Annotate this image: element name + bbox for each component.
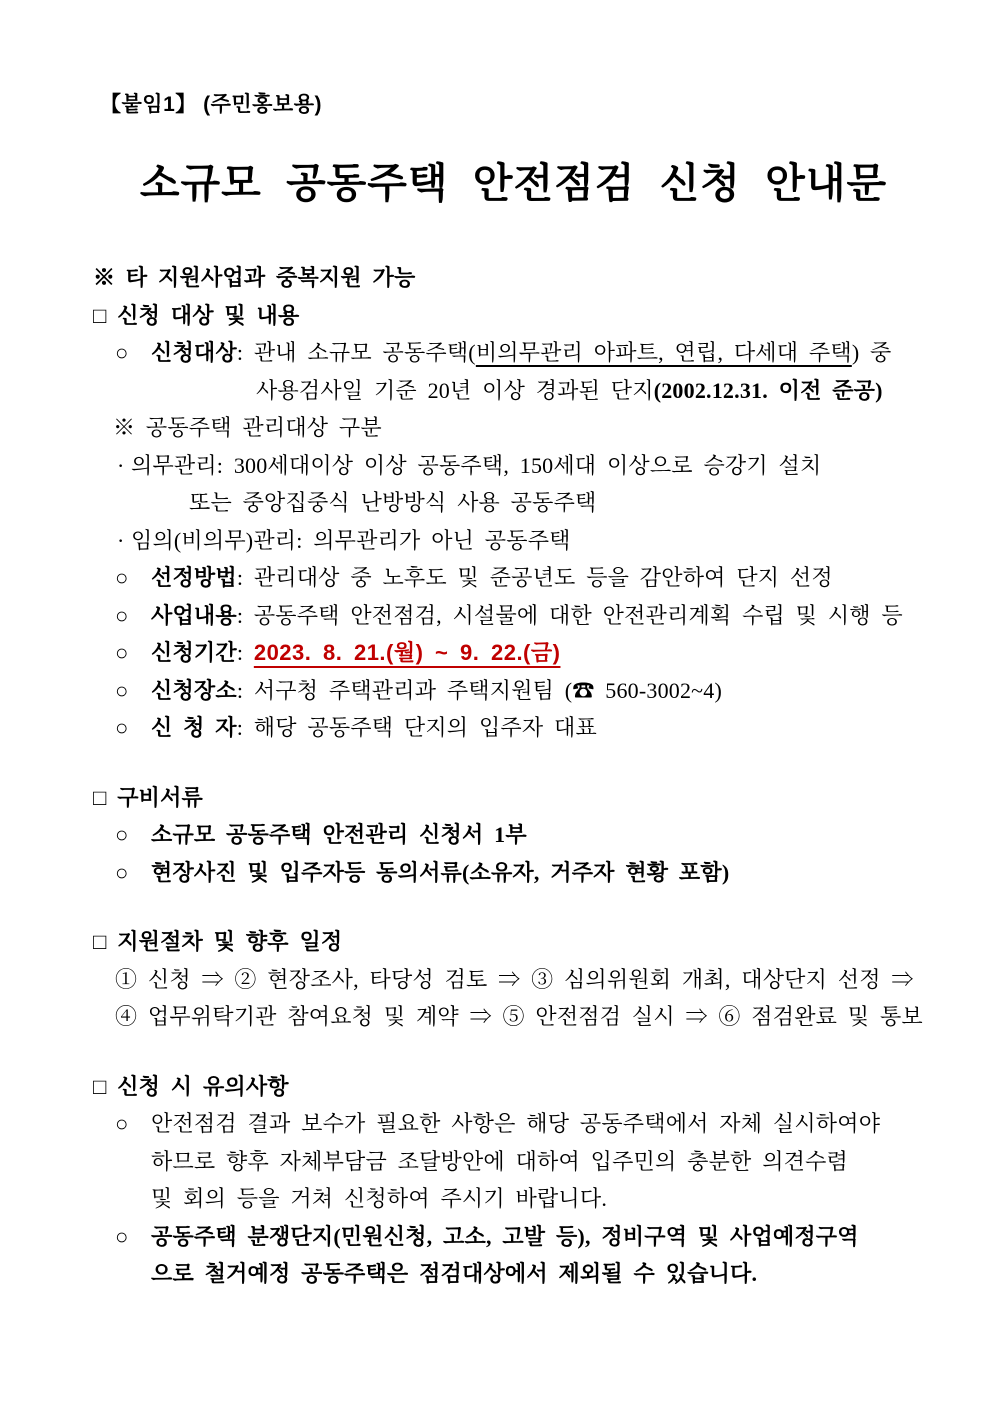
business-content — [151, 597, 934, 635]
application-place-label: 신청장소 — [151, 677, 237, 703]
mandatory-management-content — [131, 447, 934, 522]
application-place-text-pre: 서구청 주택관리과 주택지원팀 ( — [253, 677, 573, 703]
apply-target-line2 — [151, 372, 934, 410]
business-content-text: : 공동주택 안전점검, 시설물에 대한 안전관리계획 수립 및 시행 등 — [236, 602, 903, 628]
row-voluntary-management — [93, 522, 934, 560]
mandatory-management-line2: 또는 중앙집중식 난방방식 사용 공동주택 — [189, 490, 597, 515]
application-place-sep: : — [236, 677, 254, 703]
apply-target-text-pre: 관내 소규모 공동주택( — [253, 340, 476, 365]
caution-1-line3: 및 회의 등을 거쳐 신청하여 주시기 바랍니다. — [151, 1186, 608, 1211]
application-place-content — [151, 672, 934, 710]
apply-target-cont-bold: (2002.12.31. 이전 준공) — [653, 377, 883, 403]
applicant-label: 신 청 자 — [151, 715, 237, 740]
document-1-text: 소규모 공동주택 안전관리 신청서 1부 — [151, 822, 527, 847]
row-business-content — [93, 597, 934, 635]
caution-2-content — [151, 1218, 934, 1293]
application-period-label: 신청기간 — [151, 640, 237, 665]
application-period-content — [151, 634, 934, 672]
circle-bullet: ○ — [115, 859, 129, 885]
row-document-1 — [93, 816, 934, 854]
apply-target-label: 신청대상 — [151, 340, 237, 365]
circle-bullet: ○ — [115, 677, 129, 703]
row-document-2 — [93, 854, 934, 892]
selection-method-label: 선정방법 — [151, 565, 237, 590]
caution-1-content — [151, 1105, 934, 1218]
document-2-text: 현장사진 및 입주자등 동의서류(소유자, 거주자 현황 포함) — [151, 859, 730, 885]
apply-target-underlined-text: 비의무관리 아파트, 연립, 다세대 주택 — [475, 340, 852, 365]
voluntary-management-text: 임의(비의무)관리: 의무관리가 아닌 공동주택 — [131, 527, 571, 553]
selection-method-text: : 관리대상 중 노후도 및 준공년도 등을 감안하여 단지 선정 — [236, 565, 833, 590]
row-mandatory-management — [93, 447, 934, 522]
procedure-line-1: ① 신청 ⇒ ② 현장조사, 타당성 검토 ⇒ ③ 심의위원회 개최, 대상단지 선정 ⇒ — [115, 966, 914, 992]
apply-target-content — [151, 334, 934, 409]
section-heading-application: □ 신청 대상 및 내용 — [93, 302, 300, 328]
procedure-line-2: ④ 업무위탁기관 참여요청 및 계약 ⇒ ⑤ 안전점검 실시 ⇒ ⑥ 점검완료 및 통보 — [115, 1004, 923, 1029]
caution-1-line1: 안전점검 결과 보수가 필요한 사항은 해당 공동주택에서 자체 실시하여야 — [151, 1111, 881, 1136]
circle-bullet: ○ — [115, 565, 129, 590]
section-heading-documents: □ 구비서류 — [93, 784, 203, 810]
application-place-text-post: 560-3002~4) — [594, 677, 723, 703]
note-duplicate-support: ※ 타 지원사업과 중복지원 가능 — [93, 265, 416, 290]
document-body — [93, 259, 934, 1293]
applicant-content — [151, 709, 934, 747]
circle-bullet: ○ — [115, 715, 129, 740]
row-caution-1 — [93, 1105, 934, 1218]
selection-method-content — [151, 559, 934, 597]
caution-1-line2: 하므로 향후 자체부담금 조달방안에 대하여 입주민의 충분한 의견수렴 — [151, 1148, 849, 1174]
dot-bullet: · — [117, 527, 125, 553]
row-application-period — [93, 634, 934, 672]
dot-bullet: · — [117, 452, 125, 478]
apply-target-cont-text: 사용검사일 기준 20년 이상 경과된 단지 — [256, 377, 654, 403]
page-title: 소규모 공동주택 안전점검 신청 안내문 — [139, 160, 888, 206]
section-heading-cautions: □ 신청 시 유의사항 — [93, 1073, 289, 1099]
apply-target-line1 — [151, 334, 934, 372]
business-content-label: 사업내용 — [151, 602, 237, 628]
circle-bullet: ○ — [115, 640, 129, 665]
phone-icon: ☎ — [572, 677, 595, 703]
circle-bullet: ○ — [115, 1111, 129, 1136]
circle-bullet: ○ — [115, 602, 129, 628]
circle-bullet: ○ — [115, 822, 129, 847]
row-application-place — [93, 672, 934, 710]
apply-target-sep: : — [236, 340, 254, 365]
row-apply-target — [93, 334, 934, 409]
applicant-text: : 해당 공동주택 단지의 입주자 대표 — [236, 715, 597, 740]
mandatory-management-line1: 의무관리: 300세대이상 이상 공동주택, 150세대 이상으로 승강기 설치 — [131, 452, 822, 478]
row-management-note: ※ 공동주택 관리대상 구분 — [113, 415, 382, 440]
section-heading-procedure: □ 지원절차 및 향후 일정 — [93, 929, 343, 954]
row-caution-2 — [93, 1218, 934, 1293]
application-period-date: 2023. 8. 21.(월) ~ 9. 22.(금) — [253, 640, 561, 665]
caution-2-line2: 으로 철거예정 공동주택은 점검대상에서 제외될 수 있습니다. — [151, 1261, 758, 1286]
apply-target-text-post: ) 중 — [851, 340, 892, 365]
attachment-label: 【붙임1】 (주민홍보용) — [100, 93, 323, 116]
row-applicant — [93, 709, 934, 747]
row-selection-method — [93, 559, 934, 597]
application-period-sep: : — [236, 640, 254, 665]
caution-2-line1: 공동주택 분쟁단지(민원신청, 고소, 고발 등), 정비구역 및 사업예정구역 — [151, 1223, 859, 1249]
circle-bullet: ○ — [115, 340, 129, 365]
circle-bullet: ○ — [115, 1223, 129, 1249]
